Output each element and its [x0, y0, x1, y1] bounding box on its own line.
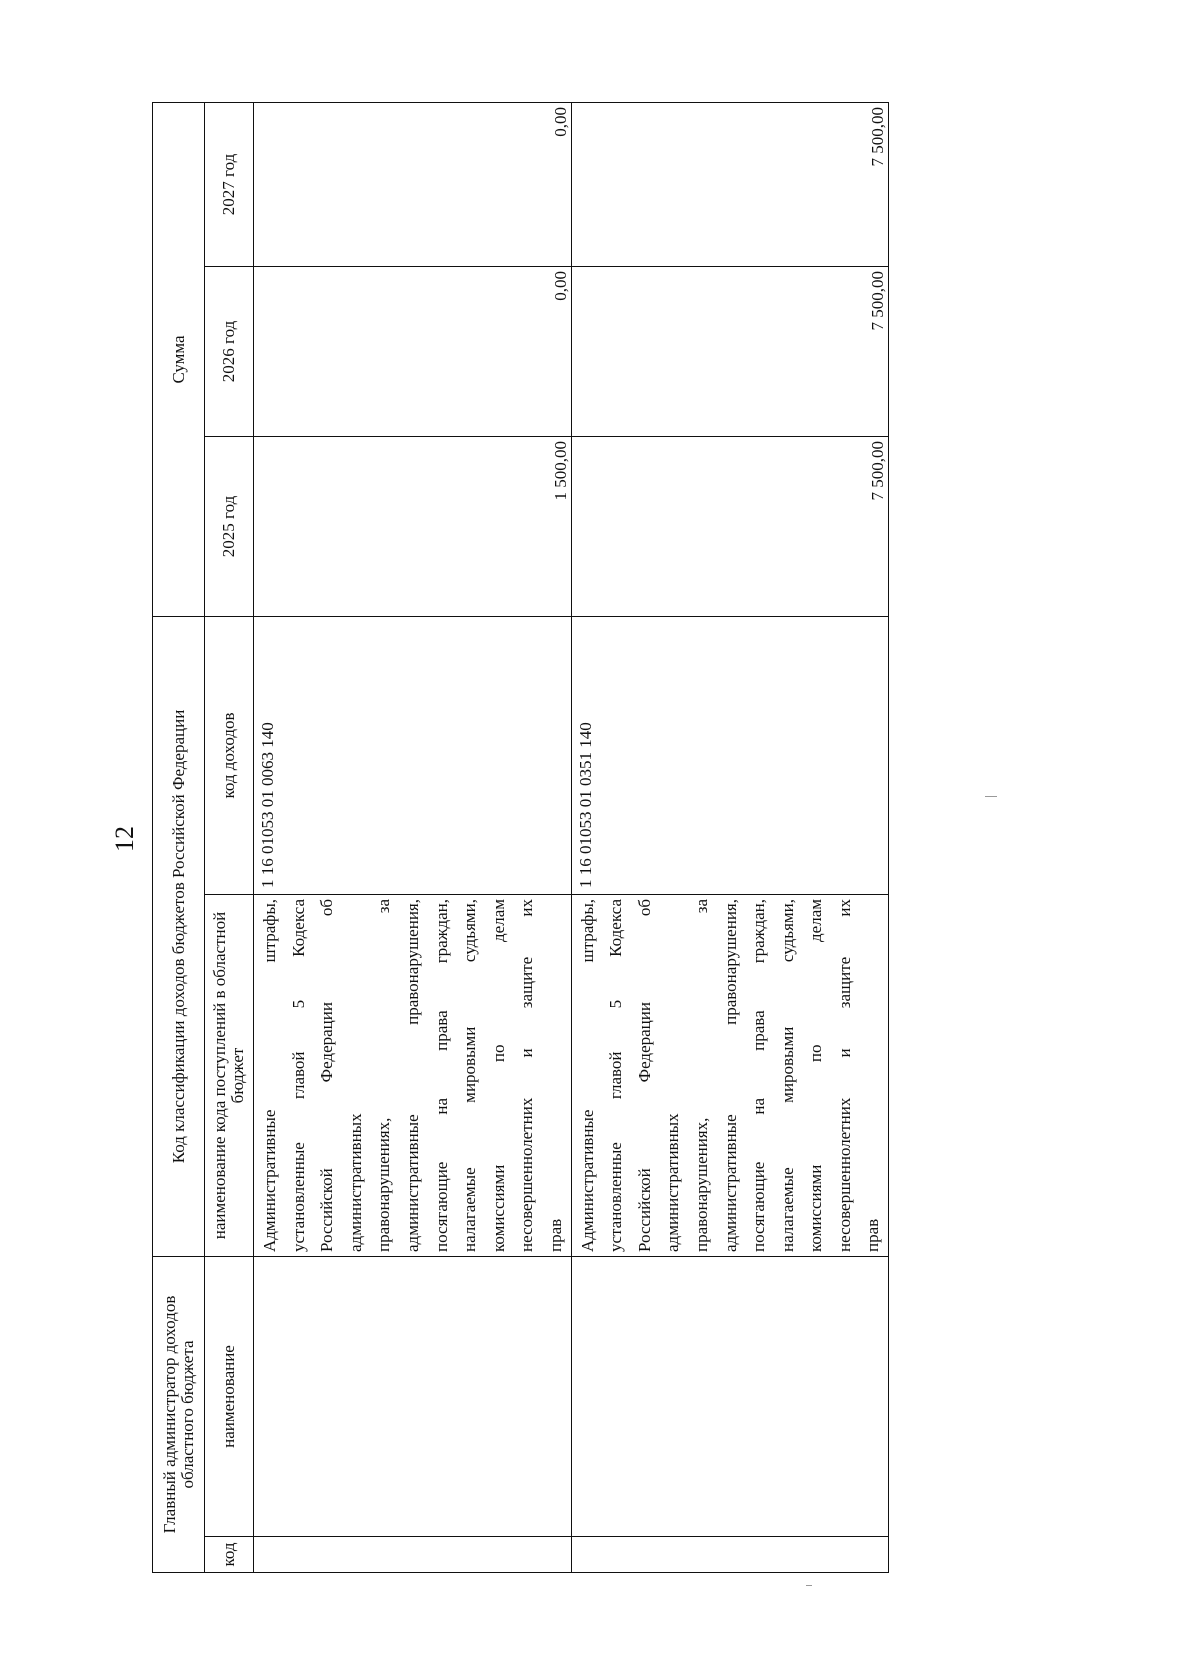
header-year-2027: 2027 год [205, 102, 254, 266]
admin-name-cell [254, 1257, 572, 1537]
sum-2027-cell: 0,00 [254, 102, 572, 266]
scan-speck [985, 796, 997, 797]
admin-code-cell [571, 1537, 889, 1573]
page-number: 12 [110, 826, 139, 852]
table-row [254, 102, 572, 1572]
income-description-cell: Административные штрафы, установленные главой 5 Кодекса Российской Федерации об административных правонарушениях, за административные правонарушения, посягающие на права граждан, налагаемые мировыми судьями, комиссиями по делам несовершеннолетних и защите их прав [254, 895, 572, 1257]
header-year-2025: 2025 год [205, 436, 254, 616]
income-code-cell: 1 16 01053 01 0063 140 [254, 616, 572, 894]
header-admin-group: Главный администратор доходов областного бюджета [153, 1257, 205, 1573]
budget-income-table [152, 102, 889, 1573]
sum-2025-cell: 1 500,00 [254, 436, 572, 616]
header-year-2026: 2026 год [205, 266, 254, 436]
sum-2027-cell: 7 500,00 [571, 102, 889, 266]
header-classification-group: Код классификации доходов бюджетов Российской Федерации [153, 616, 205, 1256]
sum-2025-cell: 7 500,00 [571, 436, 889, 616]
admin-code-cell [254, 1537, 572, 1573]
header-income-code: код доходов [205, 616, 254, 894]
header-income-name: наименование кода поступлений в областной бюджет [205, 895, 254, 1257]
budget-table-rotated [152, 103, 888, 1573]
admin-name-cell [571, 1257, 889, 1537]
income-description-cell: Административные штрафы, установленные главой 5 Кодекса Российской Федерации об административных правонарушениях, за административные правонарушения, посягающие на права граждан, налагаемые мировыми судьями, комиссиями по делам несовершеннолетних и защите их прав [571, 895, 889, 1257]
header-admin-name: наименование [205, 1257, 254, 1537]
table-row [571, 102, 889, 1572]
scan-speck [806, 1585, 812, 1586]
header-admin-code: код [205, 1537, 254, 1573]
sum-2026-cell: 0,00 [254, 266, 572, 436]
income-code-cell: 1 16 01053 01 0351 140 [571, 616, 889, 894]
header-sum-group: Сумма [153, 102, 205, 616]
sum-2026-cell: 7 500,00 [571, 266, 889, 436]
